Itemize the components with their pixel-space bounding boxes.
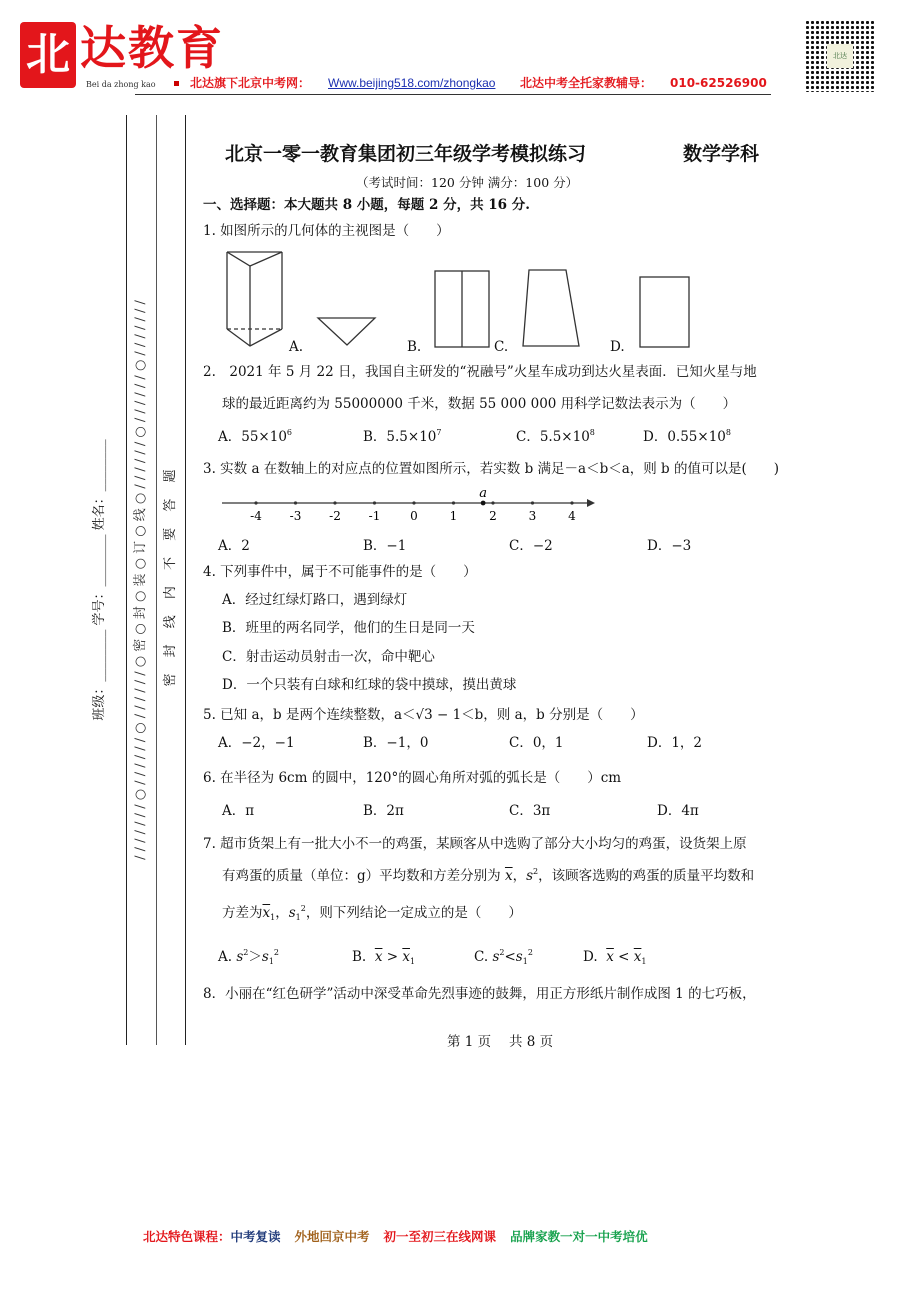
logo-pinyin: Bei da zhong kao — [86, 80, 156, 89]
opt-letter: A. — [218, 949, 233, 965]
axis-arrow — [587, 499, 595, 507]
tick-label: -3 — [289, 509, 302, 523]
q5-opt-b[interactable]: B．−1，0 — [363, 735, 429, 751]
exam-subtitle: （考试时间：120 分钟 满分：100 分） — [356, 175, 579, 190]
option-b-rect — [435, 271, 489, 347]
course-3[interactable]: 初一至初三在线网课 — [383, 1229, 497, 1244]
q7-opt-a[interactable]: A. $s^2>s_1^2$ — [218, 948, 279, 966]
course-2[interactable]: 外地回京中考 — [294, 1229, 370, 1244]
q3-opt-b[interactable]: B．−1 — [363, 538, 407, 554]
q7-line2: 有鸡蛋的质量（单位：g）平均数和方差分别为 $\overline{x}$，$s^2$，该顾客选购的鸡蛋的质量平均数和 — [222, 867, 755, 884]
site-link[interactable]: Www.beijing518.com/zhongkao — [328, 76, 496, 90]
q5-text: 5. 已知 a，b 是两个连续整数，a＜√3 − 1＜b，则 a，b 分别是（ ） — [203, 707, 644, 723]
opt-text: D．0.55×10 — [643, 429, 726, 445]
q2-line2: 球的最近距离约为 55000000 千米，数据 55 000 000 用科学记数法表示为（ ） — [222, 396, 737, 412]
q7-opt-d[interactable]: D. $\overline{x} < \overline{x}_1$ — [583, 949, 647, 966]
tick-mark — [254, 501, 257, 504]
point-a — [481, 501, 486, 506]
q4-opt-d[interactable]: D．一个只装有白球和红球的袋中摸球，摸出黄球 — [222, 677, 517, 693]
q7-opt-c[interactable]: C. $s^2<s_1^2$ — [474, 948, 533, 966]
opt-letter: B. — [352, 949, 367, 965]
q4-opt-a[interactable]: A．经过红绿灯路口，遇到绿灯 — [222, 592, 408, 608]
tick-label: 4 — [568, 509, 576, 523]
opt-exp: 6 — [286, 428, 293, 437]
tick-mark — [412, 501, 415, 504]
q1-opt-b[interactable]: B. — [407, 339, 422, 355]
course-1[interactable]: 中考复读 — [230, 1229, 281, 1244]
q6-opt-b[interactable]: B．2π — [363, 803, 404, 819]
point-a-label: a — [479, 486, 488, 501]
text: ，该顾客选购的鸡蛋的质量平均数和 — [538, 868, 755, 884]
binding-line-mid — [156, 115, 157, 1045]
tick-mark — [294, 501, 297, 504]
tick-label: -4 — [250, 509, 262, 523]
binding-notice: 密 封 线 内 不 要 答 题 — [163, 463, 178, 687]
binding-line-inner — [185, 115, 186, 1045]
tick-label: -2 — [329, 509, 341, 523]
tutor-phone: 010-62526900 — [670, 76, 767, 90]
exam-subject: 数学学科 — [683, 143, 760, 165]
exam-title: 北京一零一教育集团初三年级学考模拟练习 — [225, 143, 587, 165]
footer-courses — [143, 1229, 648, 1245]
footer-label: 北达特色课程： — [143, 1229, 231, 1244]
student-fields: 班级：________ 学号：________ 姓名：________ — [92, 439, 107, 721]
tick-label: 1 — [449, 509, 458, 523]
q7-line3: 方差为$\overline{x}_1$，$s_1^2$，则下列结论一定成立的是（ ） — [222, 904, 522, 922]
tick-mark — [333, 501, 336, 504]
tick-mark — [373, 501, 376, 504]
q6-opt-d[interactable]: D．4π — [657, 803, 699, 819]
q1-opt-a[interactable]: A. — [289, 339, 304, 355]
q6-text: 6. 在半径为 6cm 的圆中，120°的圆心角所对弧的弧长是（ ）cm — [203, 770, 622, 786]
logo-char: 北 — [26, 29, 70, 80]
opt-letter: D. — [583, 949, 598, 965]
q3-text: 3. 实数 a 在数轴上的对应点的位置如图所示，若实数 b 满足－a＜b＜a，则 b 的值可以是( ) — [203, 461, 780, 477]
q6-opt-a[interactable]: A．π — [222, 803, 255, 819]
q4-opt-b[interactable]: B．班里的两名同学，他们的生日是同一天 — [222, 620, 475, 636]
q4-text: 4. 下列事件中，属于不可能事件的是（ ） — [203, 564, 477, 580]
option-c-trapezoid — [523, 270, 579, 346]
q1-opt-c[interactable]: C. — [494, 339, 509, 355]
opt-exp: 8 — [725, 428, 731, 437]
number-line — [215, 485, 600, 530]
q4-opt-c[interactable]: C．射击运动员射击一次，命中靶心 — [222, 649, 435, 665]
tick-label: -1 — [368, 509, 381, 523]
q3-opt-d[interactable]: D．−3 — [647, 538, 692, 554]
q7-line1: 7. 超市货架上有一批大小不一的鸡蛋，某顾客从中选购了部分大小均匀的鸡蛋，设货架上原 — [203, 836, 747, 852]
bullet — [174, 81, 179, 86]
course-4[interactable]: 品牌家教一对一中考培优 — [510, 1229, 648, 1244]
binding-dash-column: / / / / / / / ○ / / / / / / ○ / / / / / / ○ 密 ○ 封 ○ 装 ○ 订 ○ 线 ○ / / / / / / ○ / / / / / / ○ / / / / / / / — [133, 300, 148, 860]
text: ，则下列结论一定成立的是（ ） — [305, 905, 522, 921]
binding-line-outer — [126, 115, 127, 1045]
section-heading: 一、选择题：本大题共 8 小题，每题 2 分，共 16 分. — [203, 197, 530, 213]
opt-exp: 7 — [436, 428, 442, 437]
text: 方差为 — [222, 905, 263, 921]
q2-line1: 2. 2021 年 5 月 22 日，我国自主研发的“祝融号”火星车成功到达火星表面．已知火星与地 — [203, 364, 757, 380]
tick-label: 3 — [528, 509, 537, 523]
opt-letter: C. — [474, 949, 489, 965]
q2-opt-a[interactable] — [218, 428, 292, 446]
page-number: 第 1 页 共 8 页 — [447, 1034, 554, 1050]
q1-text: 1. 如图所示的几何体的主视图是（ ） — [203, 223, 450, 239]
tutor-label: 北达中考全托家教辅导： — [520, 76, 653, 90]
header-rule — [135, 94, 771, 95]
option-a-triangle — [318, 318, 375, 345]
q3-opt-a[interactable]: A．2 — [218, 538, 250, 554]
opt-text: B．5.5×10 — [363, 429, 437, 445]
option-d-rect — [640, 277, 689, 347]
q1-figures — [200, 240, 700, 360]
tick-label: 0 — [410, 509, 418, 523]
q8-text: 8．小丽在“红色研学”活动中深受革命先烈事迹的鼓舞，用正方形纸片制作成图 1 的七巧板， — [203, 986, 756, 1002]
triangular-prism — [227, 252, 282, 346]
opt-exp: 8 — [589, 428, 595, 437]
site-label: 北达旗下北京中考网： — [190, 76, 311, 90]
tick-label: 2 — [489, 509, 497, 523]
q5-opt-a[interactable]: A．−2，−1 — [218, 735, 295, 751]
logo-text: 达教育 — [80, 21, 224, 75]
tick-mark — [531, 501, 534, 504]
q2-opt-d[interactable] — [643, 428, 731, 446]
opt-text: C．5.5×10 — [516, 429, 590, 445]
q1-opt-d[interactable]: D. — [610, 339, 625, 355]
q3-opt-c[interactable]: C．−2 — [509, 538, 553, 554]
tick-mark — [491, 501, 494, 504]
tick-mark — [452, 501, 455, 504]
opt-text: A．55×10 — [218, 429, 287, 445]
text: 有鸡蛋的质量（单位：g）平均数和方差分别为 — [222, 868, 501, 884]
q5-opt-d[interactable]: D．1，2 — [647, 735, 703, 751]
q6-opt-c[interactable]: C．3π — [509, 803, 551, 819]
q2-opt-b[interactable] — [363, 428, 441, 446]
q7-opt-b[interactable]: B. $\overline{x} > \overline{x}_1$ — [352, 949, 416, 966]
q5-opt-c[interactable]: C．0，1 — [509, 735, 564, 751]
qr-code[interactable] — [805, 20, 875, 92]
qr-center-label: 北达 — [827, 44, 853, 68]
tick-mark — [570, 501, 573, 504]
q2-opt-c[interactable] — [516, 428, 595, 446]
